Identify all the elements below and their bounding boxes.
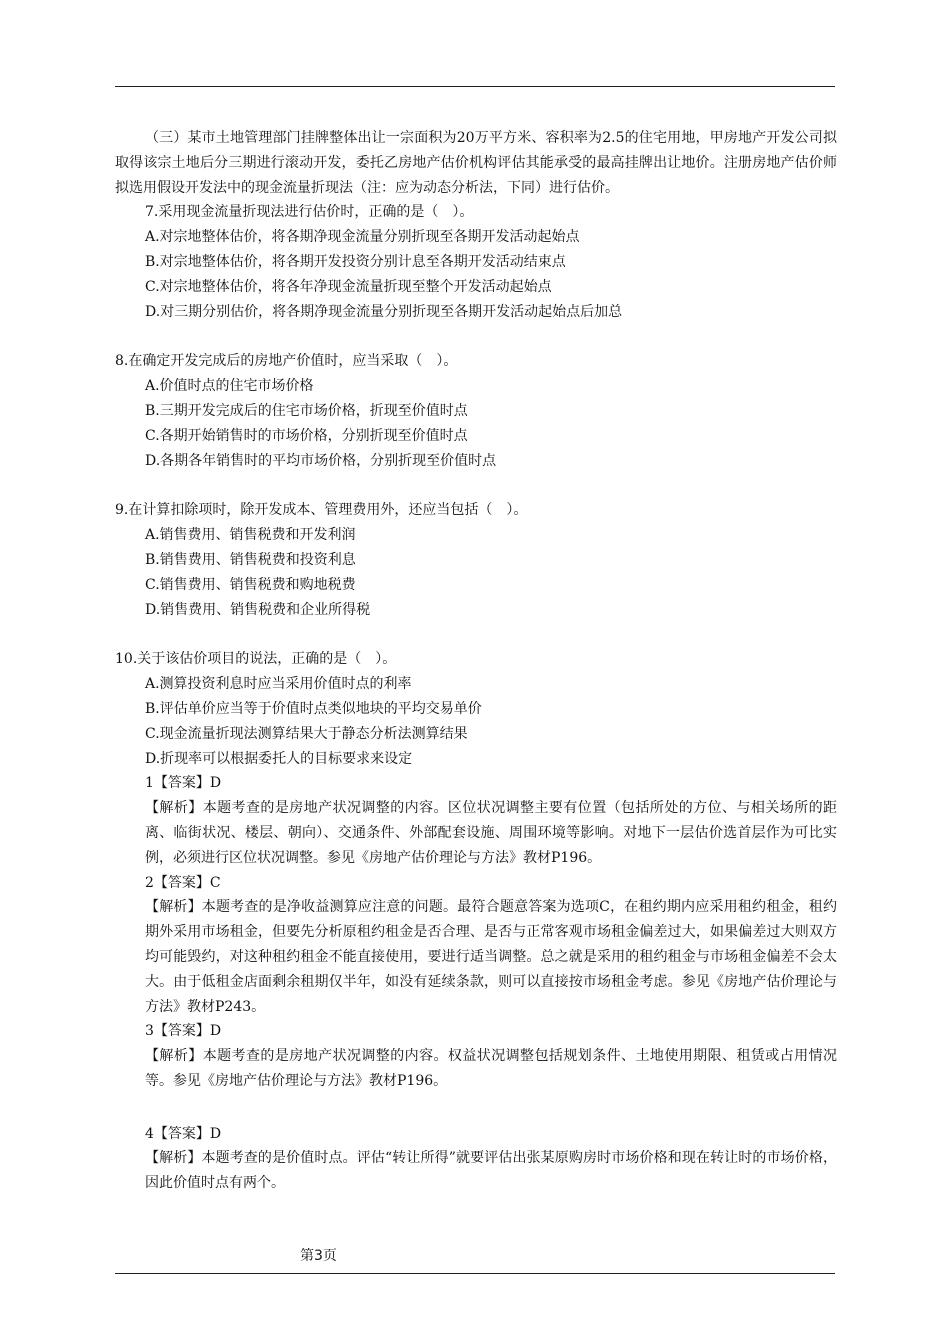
answer-analysis: 【解析】本题考查的是净收益测算应注意的问题。最符合题意答案为选项C，在租约期内应采用租约租金，租约期外采用市场租金，但要先分析原租约租金是否合理、是否与正常客观市场租金偏差过大，如果偏差过大则双方均可能毁约，对这种租约租金不能直接使用，要进行适当调整。总之就是采用的租约租金与市场租金偏差不会太大。由于低租金店面剩余租期仅半年，如没有延续条款，则可以直接按市场租金考虑。参见《房地产估价理论与方法》教材P243。 bbox=[145, 899, 837, 1015]
option-a: A.价值时点的住宅市场价格 bbox=[145, 378, 314, 395]
answer-1 bbox=[115, 771, 837, 870]
header-rule bbox=[115, 86, 835, 87]
spacer bbox=[115, 1094, 837, 1122]
answer-4 bbox=[115, 1122, 837, 1196]
answer-2 bbox=[115, 871, 837, 1020]
answer-analysis: 【解析】本题考查的是房地产状况调整的内容。区位状况调整主要有位置（包括所处的方位、与相关场所的距离、临街状况、楼层、朝向）、交通条件、外部配套设施、周围环境等影响。对地下一层估价选首层作为可比实例，必须进行区位状况调整。参见《房地产估价理论与方法》教材P196。 bbox=[145, 800, 837, 866]
answer-3 bbox=[115, 1019, 837, 1093]
question-10 bbox=[115, 647, 837, 771]
option-b: B.销售费用、销售税费和投资利息 bbox=[145, 551, 356, 568]
option-c: C.现金流量折现法测算结果大于静态分析法测算结果 bbox=[145, 725, 468, 742]
spacer bbox=[115, 622, 837, 647]
option-b: B.三期开发完成后的住宅市场价格，折现至价值时点 bbox=[145, 402, 468, 419]
option-d: D.各期各年销售时的平均市场价格，分别折现至价值时点 bbox=[145, 452, 497, 469]
question-stem: 9.在计算扣除项时，除开发成本、管理费用外，还应当包括（ ）。 bbox=[115, 502, 528, 519]
option-a: A.销售费用、销售税费和开发利润 bbox=[145, 527, 356, 544]
answer-analysis: 【解析】本题考查的是房地产状况调整的内容。权益状况调整包括规划条件、土地使用期限、租赁或占用情况等。参见《房地产估价理论与方法》教材P196。 bbox=[145, 1048, 837, 1089]
answer-label: 1【答案】D bbox=[145, 775, 222, 792]
case-intro: （三）某市土地管理部门挂牌整体出让一宗面积为20万平方米、容积率为2.5的住宅用地，甲房地产开发公司拟取得该宗土地后分三期进行滚动开发，委托乙房地产估价机构评估其能承受的最高挂牌出让地价。注册房地产估价师拟选用假设开发法中的现金流量折现法（注：应为动态分析法，下同）进行估价。 bbox=[115, 130, 837, 196]
option-b: B.评估单价应当等于价值时点类似地块的平均交易单价 bbox=[145, 700, 482, 717]
option-b: B.对宗地整体估价，将各期开发投资分别计息至各期开发活动结束点 bbox=[145, 253, 566, 270]
footer-rule bbox=[115, 1273, 835, 1274]
page-number: 第3页 bbox=[300, 1248, 337, 1264]
option-c: C.各期开始销售时的市场价格，分别折现至价值时点 bbox=[145, 427, 468, 444]
spacer bbox=[115, 324, 837, 349]
spacer bbox=[115, 473, 837, 498]
option-a: A.对宗地整体估价，将各期净现金流量分别折现至各期开发活动起始点 bbox=[145, 229, 580, 246]
question-stem: 10.关于该估价项目的说法，正确的是（ ）。 bbox=[115, 651, 397, 668]
answer-label: 4【答案】D bbox=[145, 1125, 222, 1142]
answer-label: 3【答案】D bbox=[145, 1023, 222, 1040]
option-c: C.对宗地整体估价，将各年净现金流量折现至整个开发活动起始点 bbox=[145, 278, 552, 295]
question-stem: 8.在确定开发完成后的房地产价值时，应当采取（ ）。 bbox=[115, 353, 458, 370]
option-c: C.销售费用、销售税费和购地税费 bbox=[145, 576, 356, 593]
question-7 bbox=[115, 200, 837, 324]
answer-analysis: 【解析】本题考查的是价值时点。评估“转让所得”就要评估出张某原购房时市场价格和现在转让时的市场价格，因此价值时点有两个。 bbox=[145, 1150, 837, 1192]
answer-label: 2【答案】C bbox=[145, 874, 221, 891]
document-body bbox=[115, 126, 837, 1196]
question-9 bbox=[115, 498, 837, 622]
question-8 bbox=[115, 349, 837, 473]
option-d: D.销售费用、销售税费和企业所得税 bbox=[145, 601, 371, 618]
option-d: D.折现率可以根据委托人的目标要求来设定 bbox=[145, 750, 413, 767]
option-a: A.测算投资利息时应当采用价值时点的利率 bbox=[145, 676, 412, 693]
question-stem: 7.采用现金流量折现法进行估价时，正确的是（ ）。 bbox=[145, 204, 474, 221]
option-d: D.对三期分别估价，将各期净现金流量分别折现至各期开发活动起始点后加总 bbox=[145, 303, 623, 320]
